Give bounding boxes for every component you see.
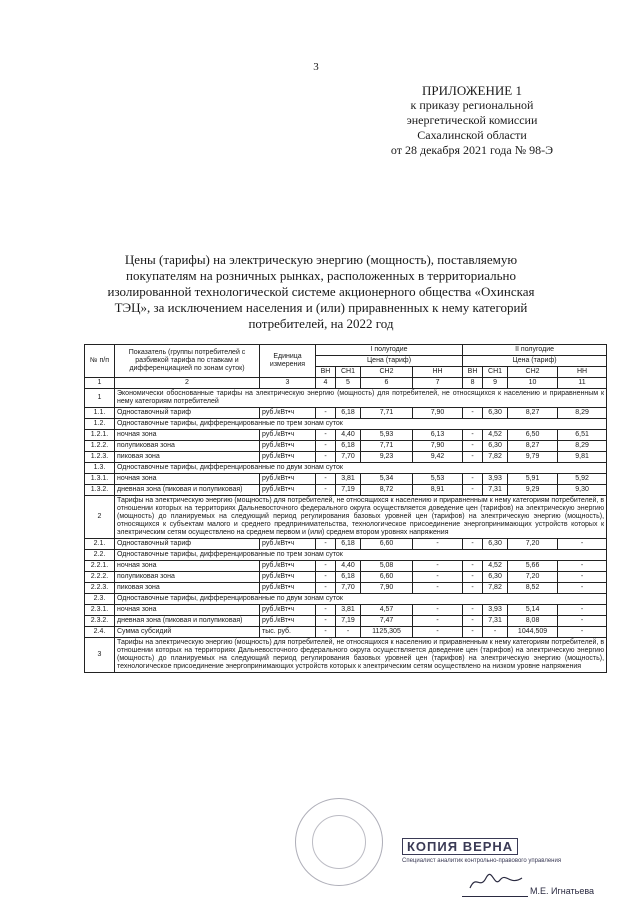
table-row	[85, 561, 607, 572]
copy-stamp	[402, 838, 612, 864]
table-row	[85, 485, 607, 496]
header-sn1: СН1	[483, 367, 508, 378]
tariff-value: 5,92	[558, 474, 607, 485]
table-row	[85, 419, 607, 430]
tariff-value: 6,30	[483, 408, 508, 419]
header-price2: Цена (тариф)	[463, 356, 607, 367]
tariff-value: 7,31	[483, 616, 508, 627]
tariff-value: -	[463, 408, 483, 419]
tariff-value: -	[316, 539, 336, 550]
tariff-value: -	[463, 441, 483, 452]
row-number: 2.2.	[85, 550, 115, 561]
appendix-line: от 28 декабря 2021 года № 98-Э	[390, 143, 554, 157]
row-unit: руб./кВт•ч	[260, 561, 316, 572]
tariff-value: 6,60	[361, 572, 413, 583]
tariff-value: -	[316, 441, 336, 452]
row-number: 1.2.	[85, 419, 115, 430]
tariff-value: -	[316, 474, 336, 485]
table-row	[85, 594, 607, 605]
row-label: дневная зона (пиковая и полупиковая)	[115, 485, 260, 496]
tariff-value: -	[413, 561, 463, 572]
tariff-value: -	[558, 561, 607, 572]
table-row	[85, 638, 607, 673]
subsection-heading: Одноставочные тарифы, дифференцированные по трем зонам суток	[115, 419, 607, 430]
tariff-value: -	[316, 408, 336, 419]
column-index: 7	[413, 378, 463, 389]
row-unit: тыс. руб.	[260, 627, 316, 638]
tariff-value: 3,93	[483, 474, 508, 485]
tariff-table	[84, 344, 607, 673]
row-number: 2.4.	[85, 627, 115, 638]
column-index: 11	[558, 378, 607, 389]
tariff-value: 5,53	[413, 474, 463, 485]
tariff-value: -	[463, 452, 483, 463]
tariff-value: -	[463, 561, 483, 572]
row-label: пиковая зона	[115, 452, 260, 463]
row-number: 2.2.1.	[85, 561, 115, 572]
copy-stamp-title: КОПИЯ ВЕРНА	[402, 838, 518, 855]
tariff-value: -	[483, 627, 508, 638]
tariff-value: 6,51	[558, 430, 607, 441]
signer-name: М.Е. Игнатьева	[530, 886, 595, 896]
tariff-value: 7,82	[483, 583, 508, 594]
table-row	[85, 605, 607, 616]
row-number: 2	[85, 496, 115, 539]
row-unit: руб./кВт•ч	[260, 485, 316, 496]
table-row	[85, 474, 607, 485]
tariff-value: -	[413, 583, 463, 594]
tariff-value: -	[558, 572, 607, 583]
tariff-value: 8,91	[413, 485, 463, 496]
tariff-value: -	[316, 452, 336, 463]
appendix-block	[352, 83, 592, 158]
column-index: 8	[463, 378, 483, 389]
tariff-value: 7,70	[336, 583, 361, 594]
tariff-value: -	[316, 561, 336, 572]
tariff-value: -	[463, 430, 483, 441]
tariff-value: -	[463, 583, 483, 594]
appendix-line: энергетической комиссии	[406, 113, 538, 127]
copy-stamp-position: Специалист аналитик контрольно-правового управления	[402, 858, 562, 864]
row-label: ночная зона	[115, 474, 260, 485]
row-number: 2.3.	[85, 594, 115, 605]
tariff-value: 7,19	[336, 485, 361, 496]
tariff-value: 6,13	[413, 430, 463, 441]
tariff-value: -	[463, 485, 483, 496]
tariff-value: -	[413, 627, 463, 638]
tariff-value: 7,70	[336, 452, 361, 463]
tariff-value: 8,52	[508, 583, 558, 594]
tariff-value: 7,90	[413, 441, 463, 452]
table-row	[85, 496, 607, 539]
column-index: 9	[483, 378, 508, 389]
row-unit: руб./кВт•ч	[260, 583, 316, 594]
row-number: 1.3.	[85, 463, 115, 474]
tariff-value: 7,82	[483, 452, 508, 463]
tariff-value: 8,72	[361, 485, 413, 496]
tariff-value: 3,93	[483, 605, 508, 616]
column-index: 10	[508, 378, 558, 389]
row-label: ночная зона	[115, 561, 260, 572]
tariff-value: 4,57	[361, 605, 413, 616]
row-number: 1.1.	[85, 408, 115, 419]
column-index: 6	[361, 378, 413, 389]
tariff-value: 6,30	[483, 441, 508, 452]
column-index: 3	[260, 378, 316, 389]
row-label: пиковая зона	[115, 583, 260, 594]
table-row	[85, 408, 607, 419]
tariff-value: -	[316, 583, 336, 594]
tariff-value: 9,29	[508, 485, 558, 496]
tariff-value: 4,52	[483, 561, 508, 572]
row-label: ночная зона	[115, 605, 260, 616]
tariff-value: 9,30	[558, 485, 607, 496]
row-label: Одноставочный тариф	[115, 539, 260, 550]
section-heading: Тарифы на электрическую энергию (мощность) для потребителей, не относящихся к населению и приравненным к нему категориям потребителей, в отношении которых на территориях Дальневосточного федерального округа осуществляется доведение цен (тарифов) на электрическую энергию (мощность) до планируемых на следующий период регулирования базовых уровней цен (тарифов) на электрическую энергию (мощность), технологическое присоединение энергопринимающих устройств которых к электрическим сетям осуществлено на низком уровне напряжения	[115, 638, 607, 673]
row-unit: руб./кВт•ч	[260, 605, 316, 616]
subsection-heading: Одноставочные тарифы, дифференцированные по двум зонам суток	[115, 594, 607, 605]
tariff-value: -	[316, 616, 336, 627]
tariff-value: 6,18	[336, 572, 361, 583]
row-number: 3	[85, 638, 115, 673]
tariff-value: 5,34	[361, 474, 413, 485]
tariff-value: 6,18	[336, 441, 361, 452]
section-heading: Экономически обоснованные тарифы на электрическую энергию (мощность) для потребителей, не относящихся к населению и приравненным к нему категориям потребителей	[115, 389, 607, 408]
row-label: дневная зона (пиковая и полупиковая)	[115, 616, 260, 627]
table-row	[85, 441, 607, 452]
page-number: 3	[313, 61, 319, 73]
tariff-value: 7,71	[361, 441, 413, 452]
column-index: 1	[85, 378, 115, 389]
tariff-value: -	[558, 616, 607, 627]
tariff-value: 7,20	[508, 572, 558, 583]
tariff-value: 5,93	[361, 430, 413, 441]
row-number: 1	[85, 389, 115, 408]
tariff-value: 8,29	[558, 441, 607, 452]
tariff-value: 6,30	[483, 572, 508, 583]
tariff-value: 8,27	[508, 408, 558, 419]
tariff-value: -	[463, 572, 483, 583]
signature	[468, 872, 524, 892]
row-number: 1.3.1.	[85, 474, 115, 485]
tariff-value: 9,81	[558, 452, 607, 463]
header-sn1: СН1	[336, 367, 361, 378]
row-unit: руб./кВт•ч	[260, 616, 316, 627]
tariff-table-body	[85, 389, 607, 673]
tariff-value: 4,40	[336, 561, 361, 572]
document-title: Цены (тарифы) на электрическую энергию (мощность), поставляемую покупателям на розничных рынках, расположенных в территориально изолированной технологической системе акционерного общества «Охинская ТЭЦ», за исключением населения и (или) приравненных к нему категорий потребителей, на 2022 год	[107, 252, 535, 331]
header-nn: НН	[413, 367, 463, 378]
header-nn: НН	[558, 367, 607, 378]
tariff-value: 6,60	[361, 539, 413, 550]
table-row	[85, 627, 607, 638]
row-number: 1.2.3.	[85, 452, 115, 463]
tariff-value: 4,52	[483, 430, 508, 441]
tariff-value: -	[463, 539, 483, 550]
tariff-value: 7,20	[508, 539, 558, 550]
tariff-value: 5,08	[361, 561, 413, 572]
tariff-value: 5,66	[508, 561, 558, 572]
tariff-value: 6,18	[336, 539, 361, 550]
row-number: 1.2.2.	[85, 441, 115, 452]
tariff-value: -	[316, 485, 336, 496]
table-row	[85, 572, 607, 583]
row-unit: руб./кВт•ч	[260, 474, 316, 485]
tariff-value: 9,23	[361, 452, 413, 463]
column-index: 5	[336, 378, 361, 389]
row-unit: руб./кВт•ч	[260, 539, 316, 550]
tariff-value: 7,90	[361, 583, 413, 594]
header-indicator: Показатель (группы потребителей с разбивкой тарифа по ставкам и дифференциацией по зонам суток)	[115, 345, 260, 378]
row-unit: руб./кВт•ч	[260, 441, 316, 452]
row-unit: руб./кВт•ч	[260, 408, 316, 419]
header-half2: II полугодие	[463, 345, 607, 356]
section-heading: Тарифы на электрическую энергию (мощность) для потребителей, не относящихся к населению и приравненным к нему категориям потребителей, в отношении которых на территориях Дальневосточного федерального округа осуществляется доведение цен (тарифов) на электрическую энергию (мощность) до планируемых на следующий период регулирования базовых уровней цен (тарифов) на электрическую энергию (мощность), относящихся к субъектам малого и среднего предпринимательства, технологическое присоединение энергопринимающих устройств которых к электрическим сетям осуществлено на среднем первом и (или) среднем втором уровнях напряжения	[115, 496, 607, 539]
row-number: 1.3.2.	[85, 485, 115, 496]
subsection-heading: Одноставочные тарифы, дифференцированные по трем зонам суток	[115, 550, 607, 561]
tariff-value: -	[413, 572, 463, 583]
appendix-line: Сахалинской области	[417, 128, 527, 142]
table-row	[85, 550, 607, 561]
table-row	[85, 452, 607, 463]
tariff-value: -	[316, 605, 336, 616]
tariff-value: 1044,509	[508, 627, 558, 638]
tariff-value: -	[316, 430, 336, 441]
column-index: 4	[316, 378, 336, 389]
tariff-value: -	[558, 539, 607, 550]
tariff-value: 9,79	[508, 452, 558, 463]
header-price1: Цена (тариф)	[316, 356, 463, 367]
row-number: 2.1.	[85, 539, 115, 550]
tariff-value: 7,90	[413, 408, 463, 419]
row-label: Одноставочный тариф	[115, 408, 260, 419]
tariff-value: -	[463, 616, 483, 627]
tariff-value: 3,81	[336, 605, 361, 616]
header-num: № п/п	[85, 345, 115, 378]
tariff-value: -	[463, 474, 483, 485]
row-number: 1.2.1.	[85, 430, 115, 441]
row-label: полупиковая зона	[115, 441, 260, 452]
row-unit: руб./кВт•ч	[260, 572, 316, 583]
subsection-heading: Одноставочные тарифы, дифференцированные по двум зонам суток	[115, 463, 607, 474]
tariff-value: 5,91	[508, 474, 558, 485]
table-row	[85, 539, 607, 550]
round-seal-inner	[312, 815, 366, 869]
header-unit: Единица измерения	[260, 345, 316, 378]
header-vn: ВН	[316, 367, 336, 378]
tariff-value: -	[463, 627, 483, 638]
signature-line	[462, 896, 528, 897]
header-half1: I полугодие	[316, 345, 463, 356]
tariff-value: -	[413, 605, 463, 616]
tariff-value: 4,40	[336, 430, 361, 441]
tariff-value: -	[558, 627, 607, 638]
tariff-value: 5,14	[508, 605, 558, 616]
tariff-value: -	[463, 605, 483, 616]
row-label: Сумма субсидий	[115, 627, 260, 638]
header-sn2: СН2	[361, 367, 413, 378]
table-row	[85, 463, 607, 474]
tariff-value: 1125,305	[361, 627, 413, 638]
table-row	[85, 616, 607, 627]
row-unit: руб./кВт•ч	[260, 452, 316, 463]
tariff-value: -	[316, 572, 336, 583]
row-unit: руб./кВт•ч	[260, 430, 316, 441]
appendix-heading: ПРИЛОЖЕНИЕ 1	[422, 83, 522, 98]
row-number: 2.2.2.	[85, 572, 115, 583]
row-number: 2.3.1.	[85, 605, 115, 616]
tariff-value: 8,29	[558, 408, 607, 419]
column-index: 2	[115, 378, 260, 389]
tariff-value: -	[336, 627, 361, 638]
tariff-value: 8,27	[508, 441, 558, 452]
header-sn2: СН2	[508, 367, 558, 378]
table-row	[85, 583, 607, 594]
tariff-value: 7,71	[361, 408, 413, 419]
tariff-value: -	[558, 583, 607, 594]
tariff-value: 6,50	[508, 430, 558, 441]
tariff-value: -	[413, 539, 463, 550]
tariff-value: 7,19	[336, 616, 361, 627]
tariff-value: 8,08	[508, 616, 558, 627]
tariff-value: 9,42	[413, 452, 463, 463]
tariff-value: 6,18	[336, 408, 361, 419]
tariff-value: 7,31	[483, 485, 508, 496]
row-label: полупиковая зона	[115, 572, 260, 583]
appendix-line: к приказу региональной	[410, 98, 534, 112]
row-number: 2.3.2.	[85, 616, 115, 627]
row-label: ночная зона	[115, 430, 260, 441]
tariff-value: -	[413, 616, 463, 627]
table-row	[85, 389, 607, 408]
tariff-value: -	[316, 627, 336, 638]
tariff-value: 6,30	[483, 539, 508, 550]
table-row	[85, 430, 607, 441]
tariff-value: 7,47	[361, 616, 413, 627]
header-vn: ВН	[463, 367, 483, 378]
tariff-value: -	[558, 605, 607, 616]
row-number: 2.2.3.	[85, 583, 115, 594]
tariff-value: 3,81	[336, 474, 361, 485]
